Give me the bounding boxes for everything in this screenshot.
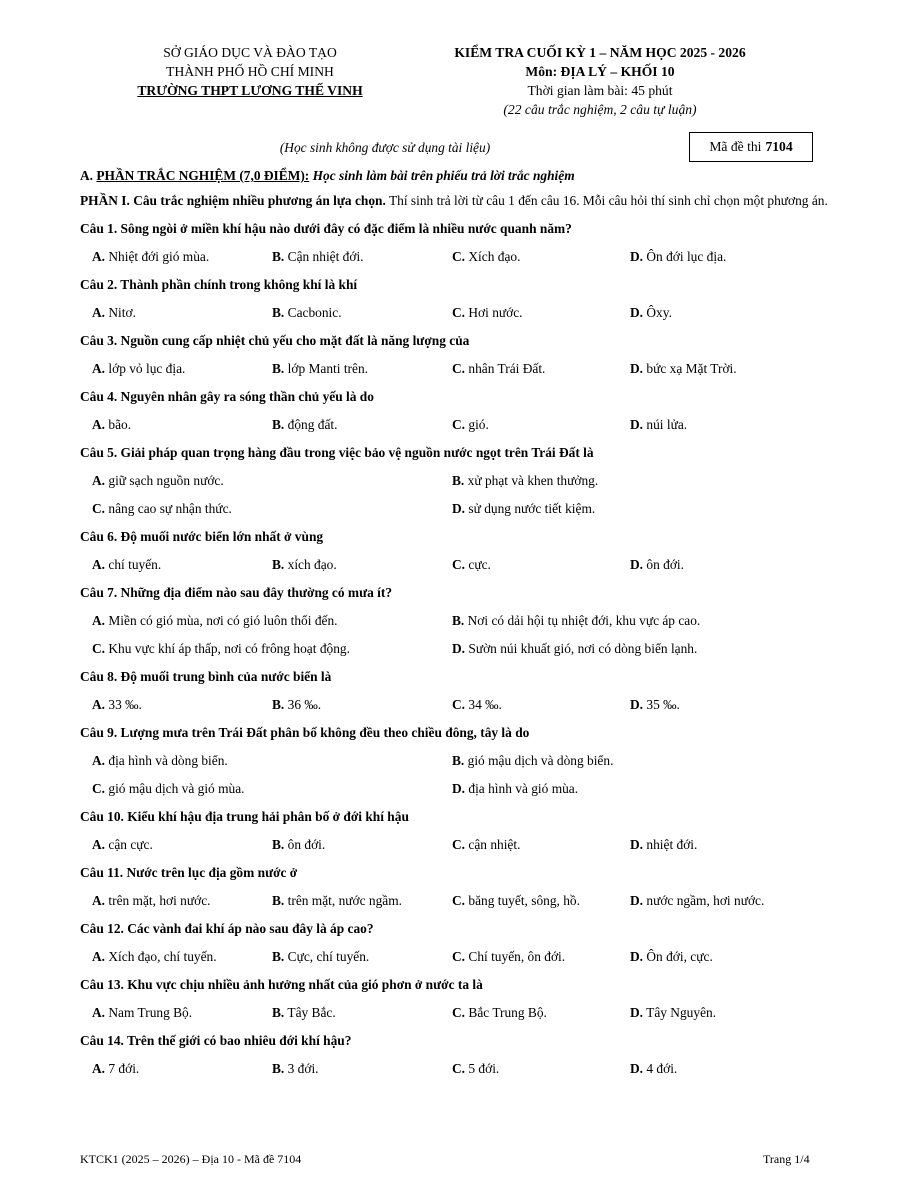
option-text: Nhiệt đới gió mùa. [108, 249, 210, 264]
header-left [100, 43, 400, 100]
option-letter: D. [630, 837, 644, 852]
question-text: Câu 12. Các vành đai khí áp nào sau đây là áp cao? [80, 921, 374, 936]
answer-option [452, 467, 598, 495]
option-text: địa hình và gió mùa. [468, 781, 579, 796]
option-text: băng tuyết, sông, hồ. [468, 893, 580, 908]
answer-option [272, 831, 325, 859]
answer-option [92, 943, 217, 971]
option-text: lớp vỏ lục địa. [108, 361, 186, 376]
option-letter: A. [92, 249, 106, 264]
answer-option [452, 831, 520, 859]
exam-code-label: Mã đề thi [709, 139, 762, 154]
section-a-heading [80, 165, 840, 187]
option-letter: D. [452, 501, 466, 516]
options-row [80, 411, 840, 439]
option-letter: A. [92, 837, 106, 852]
option-letter: B. [272, 949, 285, 964]
answer-option [92, 887, 211, 915]
answer-option [92, 467, 224, 495]
answer-option [272, 551, 337, 579]
no-materials-note: (Học sinh không được sử dụng tài liệu) [279, 140, 491, 155]
option-text: Tây Nguyên. [646, 1005, 717, 1020]
answer-option [92, 355, 185, 383]
option-text: sử dụng nước tiết kiệm. [468, 501, 596, 516]
option-text: xích đạo. [287, 557, 337, 572]
option-text: trên mặt, nước ngầm. [287, 893, 403, 908]
options-row [80, 747, 840, 775]
question-text: Câu 5. Giải pháp quan trọng hàng đầu trong việc bảo vệ nguồn nước ngọt trên Trái Đất là [80, 445, 594, 460]
exam-time: Thời gian làm bài: 45 phút [527, 83, 673, 98]
answer-option [630, 943, 713, 971]
option-letter: B. [272, 1005, 285, 1020]
option-letter: D. [630, 1005, 644, 1020]
option-letter: A. [92, 1061, 106, 1076]
answer-option [452, 691, 502, 719]
section-a-title: PHẦN TRẮC NGHIỆM (7,0 ĐIỂM): [96, 168, 310, 183]
answer-option [630, 355, 737, 383]
answer-option [272, 691, 321, 719]
option-text: Hơi nước. [468, 305, 523, 320]
answer-option [92, 551, 161, 579]
footer-page-number: Trang 1/4 [763, 1152, 810, 1166]
option-letter: C. [452, 697, 466, 712]
option-text: Ôxy. [646, 305, 672, 320]
answer-option [630, 1055, 677, 1083]
exam-subject: Môn: ĐỊA LÝ – KHỐI 10 [525, 64, 675, 79]
answer-option [92, 831, 153, 859]
city-name: THÀNH PHỐ HỒ CHÍ MINH [166, 64, 334, 79]
option-letter: D. [452, 641, 466, 656]
answer-option [92, 747, 228, 775]
option-text: lớp Manti trên. [287, 361, 368, 376]
option-text: gió. [468, 417, 489, 432]
answer-option [272, 887, 402, 915]
option-letter: D. [630, 417, 644, 432]
option-text: nước ngầm, hơi nước. [646, 893, 765, 908]
option-text: Sườn núi khuất gió, nơi có dòng biển lạnh. [468, 641, 698, 656]
exam-code-box [689, 132, 813, 162]
options-row [80, 887, 840, 915]
option-letter: C. [452, 893, 466, 908]
option-letter: D. [630, 361, 644, 376]
option-letter: C. [92, 501, 106, 516]
option-letter: C. [452, 249, 466, 264]
option-text: nhiệt đới. [646, 837, 698, 852]
option-text: cận nhiệt. [468, 837, 521, 852]
option-letter: B. [272, 557, 285, 572]
part1-title: PHẦN I. Câu trắc nghiệm nhiều phương án lựa chọn. [80, 193, 386, 208]
answer-option [452, 747, 613, 775]
answer-option [92, 607, 338, 635]
option-text: Xích đạo, chí tuyến. [108, 949, 217, 964]
footer-exam-info: KTCK1 (2025 – 2026) – Địa 10 - Mã đề 7104 [80, 1152, 302, 1166]
answer-option [452, 495, 595, 523]
option-text: gió mậu dịch và gió mùa. [108, 781, 245, 796]
answer-option [452, 243, 520, 271]
question-text: Câu 6. Độ muối nước biển lớn nhất ở vùng [80, 529, 324, 544]
question-text: Câu 14. Trên thế giới có bao nhiêu đới khí hậu? [80, 1033, 352, 1048]
option-letter: B. [272, 249, 285, 264]
option-letter: B. [272, 697, 285, 712]
answer-option [630, 411, 687, 439]
department-name: SỞ GIÁO DỤC VÀ ĐÀO TẠO [163, 45, 337, 60]
options-row [80, 831, 840, 859]
option-text: xử phạt và khen thưởng. [467, 473, 599, 488]
option-letter: D. [630, 697, 644, 712]
answer-option [452, 1055, 499, 1083]
option-letter: D. [452, 781, 466, 796]
answer-option [272, 1055, 319, 1083]
option-text: chí tuyến. [108, 557, 162, 572]
answer-option [92, 1055, 139, 1083]
option-letter: D. [630, 249, 644, 264]
options-row [80, 355, 840, 383]
options-row [80, 999, 840, 1027]
answer-option [452, 887, 580, 915]
option-text: Tây Bắc. [287, 1005, 336, 1020]
option-letter: D. [630, 1061, 644, 1076]
option-text: địa hình và dòng biển. [108, 753, 228, 768]
exam-content [80, 165, 840, 1083]
option-letter: B. [272, 837, 285, 852]
option-letter: A. [92, 613, 106, 628]
answer-option [272, 943, 369, 971]
answer-option [452, 551, 491, 579]
options-row [80, 775, 840, 803]
option-letter: A. [92, 305, 106, 320]
options-row [80, 299, 840, 327]
answer-option [92, 635, 350, 663]
answer-option [630, 831, 697, 859]
option-text: gió mậu dịch và dòng biển. [467, 753, 614, 768]
option-letter: A. [92, 753, 106, 768]
option-text: Cực, chí tuyến. [287, 949, 370, 964]
answer-option [452, 411, 489, 439]
option-letter: D. [630, 305, 644, 320]
question-text: Câu 3. Nguồn cung cấp nhiệt chủ yếu cho mặt đất là năng lượng của [80, 333, 470, 348]
answer-option [92, 411, 131, 439]
options-row [80, 495, 840, 523]
answer-option [452, 999, 547, 1027]
answer-option [452, 943, 565, 971]
option-text: Cacbonic. [287, 305, 342, 320]
question-text: Câu 7. Những địa điểm nào sau đây thường có mưa ít? [80, 585, 393, 600]
options-row [80, 551, 840, 579]
option-letter: D. [630, 949, 644, 964]
option-text: 36 ‰. [287, 697, 322, 712]
part1-instructions [80, 187, 840, 215]
answer-option [452, 299, 523, 327]
option-letter: C. [452, 949, 466, 964]
options-row [80, 943, 840, 971]
option-text: 4 đới. [646, 1061, 678, 1076]
part1-description: Thí sinh trả lời từ câu 1 đến câu 16. Mỗi câu hỏi thí sinh chỉ chọn một phương án. [385, 193, 828, 208]
exam-code-value: 7104 [765, 139, 793, 154]
option-text: Bắc Trung Bộ. [468, 1005, 547, 1020]
option-text: Nơi có dải hội tụ nhiệt đới, khu vực áp cao. [467, 613, 701, 628]
option-text: động đất. [287, 417, 338, 432]
options-row [80, 691, 840, 719]
question-text: Câu 9. Lượng mưa trên Trái Đất phân bố không đều theo chiều đông, tây là do [80, 725, 530, 740]
option-letter: C. [452, 417, 466, 432]
option-text: 5 đới. [468, 1061, 500, 1076]
school-name: TRƯỜNG THPT LƯƠNG THẾ VINH [137, 83, 363, 98]
option-letter: D. [630, 557, 644, 572]
option-letter: C. [452, 361, 466, 376]
option-text: bức xạ Mặt Trời. [646, 361, 737, 376]
option-text: cận cực. [108, 837, 153, 852]
answer-option [630, 691, 680, 719]
question-text: Câu 13. Khu vực chịu nhiều ảnh hưởng nhất của gió phơn ở nước ta là [80, 977, 483, 992]
option-letter: C. [452, 837, 466, 852]
option-letter: A. [92, 473, 106, 488]
answer-option [630, 887, 764, 915]
option-letter: B. [272, 305, 285, 320]
option-text: 33 ‰. [108, 697, 142, 712]
option-text: bão. [108, 417, 132, 432]
option-text: cực. [468, 557, 491, 572]
option-text: Khu vực khí áp thấp, nơi có frông hoạt động. [108, 641, 350, 656]
option-letter: C. [452, 305, 466, 320]
answer-option [272, 411, 337, 439]
option-text: Chí tuyến, ôn đới. [468, 949, 566, 964]
options-row [80, 467, 840, 495]
question-text: Câu 1. Sông ngòi ở miền khí hậu nào dưới đây có đặc điểm là nhiều nước quanh năm? [80, 221, 572, 236]
question-list [80, 215, 840, 1083]
section-a-subtitle: Học sinh làm bài trên phiếu trả lời trắc nghiệm [309, 168, 575, 183]
exam-structure: (22 câu trắc nghiệm, 2 câu tự luận) [503, 102, 697, 117]
option-text: nâng cao sự nhận thức. [108, 501, 232, 516]
option-letter: B. [452, 753, 465, 768]
option-text: 35 ‰. [646, 697, 680, 712]
option-text: Ôn đới, cực. [646, 949, 713, 964]
question-text: Câu 11. Nước trên lục địa gồm nước ở [80, 865, 298, 880]
answer-option [630, 999, 716, 1027]
option-letter: B. [452, 473, 465, 488]
option-letter: C. [92, 781, 106, 796]
options-row [80, 635, 840, 663]
answer-option [452, 775, 578, 803]
option-text: nhân Trái Đất. [468, 361, 546, 376]
option-text: Miền có gió mùa, nơi có gió luôn thổi đến. [108, 613, 338, 628]
option-text: Nitơ. [108, 305, 136, 320]
option-letter: B. [452, 613, 465, 628]
answer-option [630, 551, 684, 579]
option-text: 34 ‰. [468, 697, 502, 712]
option-text: ôn đới. [646, 557, 684, 572]
option-text: Cận nhiệt đới. [287, 249, 364, 264]
exam-title: KIỂM TRA CUỐI KỲ 1 – NĂM HỌC 2025 - 2026 [454, 45, 746, 60]
question-text: Câu 2. Thành phần chính trong không khí là khí [80, 277, 358, 292]
option-letter: A. [92, 697, 106, 712]
answer-option [272, 243, 364, 271]
question-text: Câu 4. Nguyên nhân gây ra sóng thần chủ yếu là do [80, 389, 374, 404]
option-letter: C. [452, 557, 466, 572]
answer-option [272, 355, 368, 383]
answer-option [92, 299, 136, 327]
option-letter: D. [630, 893, 644, 908]
answer-option [92, 495, 232, 523]
answer-option [92, 243, 209, 271]
option-letter: A. [92, 1005, 106, 1020]
answer-option [452, 355, 545, 383]
option-text: trên mặt, hơi nước. [108, 893, 211, 908]
option-text: 7 đới. [108, 1061, 140, 1076]
header-right [410, 43, 790, 119]
option-letter: A. [92, 949, 106, 964]
option-text: giữ sạch nguồn nước. [108, 473, 224, 488]
option-text: Xích đạo. [468, 249, 521, 264]
answer-option [92, 691, 142, 719]
option-letter: C. [92, 641, 106, 656]
option-text: ôn đới. [287, 837, 326, 852]
answer-option [92, 775, 245, 803]
option-text: 3 đới. [287, 1061, 319, 1076]
answer-option [272, 999, 336, 1027]
option-letter: A. [92, 417, 106, 432]
option-text: Nam Trung Bộ. [108, 1005, 193, 1020]
option-letter: C. [452, 1005, 466, 1020]
question-text: Câu 10. Kiểu khí hậu địa trung hải phân bố ở đới khí hậu [80, 809, 409, 824]
option-text: núi lửa. [646, 417, 688, 432]
options-row [80, 1055, 840, 1083]
option-letter: B. [272, 893, 285, 908]
option-letter: A. [92, 557, 106, 572]
option-letter: B. [272, 1061, 285, 1076]
options-row [80, 243, 840, 271]
option-letter: A. [92, 893, 106, 908]
section-a-prefix: A. [80, 168, 97, 183]
option-text: Ôn đới lục địa. [646, 249, 727, 264]
question-text: Câu 8. Độ muối trung bình của nước biển là [80, 669, 332, 684]
answer-option [630, 299, 672, 327]
answer-option [630, 243, 726, 271]
answer-option [92, 999, 192, 1027]
answer-option [272, 299, 342, 327]
option-letter: C. [452, 1061, 466, 1076]
option-letter: B. [272, 361, 285, 376]
answer-option [452, 607, 700, 635]
answer-option [452, 635, 697, 663]
option-letter: B. [272, 417, 285, 432]
option-letter: A. [92, 361, 106, 376]
options-row [80, 607, 840, 635]
